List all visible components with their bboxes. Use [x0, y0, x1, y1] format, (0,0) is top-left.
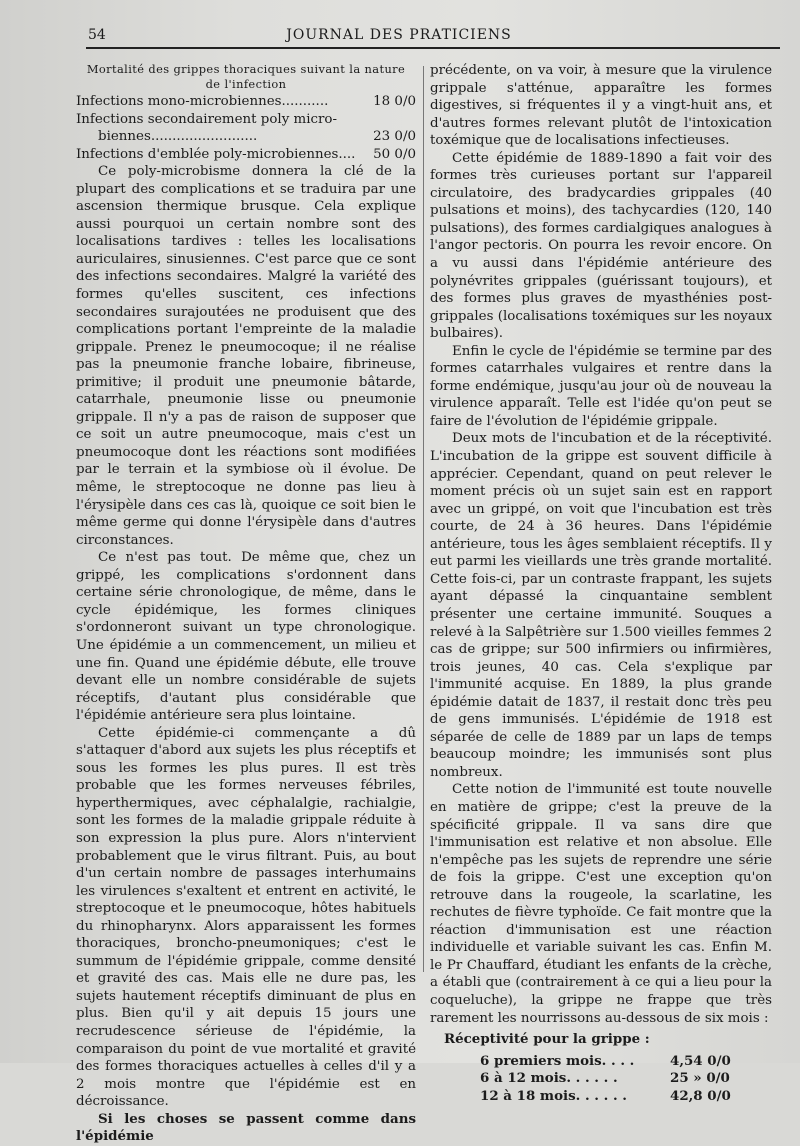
receptivity-age: 6 à 12 mois. . . . . .	[480, 1070, 618, 1087]
header-rule	[86, 47, 780, 49]
row-label: biennes.........................	[98, 129, 258, 145]
running-title: JOURNAL DES PRATICIENS	[286, 27, 512, 43]
row-label: Infections d'emblée poly-microbiennes....	[76, 146, 356, 162]
paragraph: précédente, on va voir, à mesure que la virulence grippale s'atténue, apparaître les formes digestives, si fréquentes il y a vingt-huit ans, et d'autres formes relevant plutôt de l'intoxication toxémique que de localisations infectieuses.	[430, 63, 772, 149]
mortality-table-title	[76, 62, 416, 92]
paragraph: Ce n'est pas tout. De même que, chez un grippé, les complications s'ordonnent dans certaine série chronologique, de même, dans le cycle épidémique, les formes cliniques s'ordonneront suivant un type chronologique. Une épidémie a un commencement, un milieu et une fin. Quand une épidémie débute, elle trouve devant elle un nombre considérable de sujets réceptifs, d'autant plus considérable que l'épidémie antérieure sera plus lointaine.	[76, 550, 416, 724]
row-label: Infections secondairement poly micro-	[76, 111, 338, 127]
row-label: Infections mono-microbiennes...........	[76, 94, 329, 109]
receptivity-title: Réceptivité pour la grippe :	[444, 1031, 650, 1048]
receptivity-row	[480, 1053, 772, 1071]
paragraph: Cette épidémie-ci commençante a dû s'attaquer d'abord aux sujets les plus réceptifs et sous les formes les plus pures. Il est très probable que les formes nerveuses fébriles, hyperthermiques, avec céphalalgie, rachialgie, sont les formes de la maladie grippale réduite à son expression la plus pure. Alors n'intervient probablement que le virus filtrant. Puis, au bout d'un certain nombre de passages interhumains les virulences s'exaltent et entrent en activité, le streptocoque et le pneumocoque, hôtes habituels du rhinopharynx. Alors apparaissent les formes thoraciques, broncho-pneumoniques; c'est le summum de l'épidémie grippale, comme densité et gravité des cas. Mais elle ne dure pas, les sujets hautement réceptifs diminuant de plus en plus. Bien qu'il y ait depuis 15 jours une recrudescence sérieuse de l'épidémie, la comparaison du point de vue mortalité et gravité des formes thoraciques actuelles à celles d'il y a 2 mois montre que l'épidémie est en décroissance.	[76, 725, 416, 1110]
paragraph: Si les choses se passent comme dans l'épidémie	[76, 1110, 416, 1145]
row-value: 50 0/0	[373, 146, 416, 162]
mortality-table-title-line2: de l'infection	[205, 77, 287, 91]
column-divider	[423, 66, 424, 972]
table-row	[76, 93, 416, 111]
right-column	[430, 62, 772, 1105]
receptivity-value: 25 » 0/0	[670, 1070, 730, 1087]
receptivity-row	[480, 1070, 772, 1088]
receptivity-value: 4,54 0/0	[670, 1052, 731, 1069]
receptivity-age: 12 à 18 mois. . . . . .	[480, 1087, 627, 1104]
table-row	[76, 128, 416, 146]
paragraph: Deux mots de l'incubation et de la réceptivité. L'incubation de la grippe est souvent difficile à apprécier. Cependant, quand on peut relever le moment précis où un sujet sain est en rapport avec un grippé, on voit que l'incubation est très courte, de 24 à 36 heures. Dans l'épidémie antérieure, tous les âges semblaient réceptifs. Il y eut parmi les vieillards une très grande mortalité. Cette fois-ci, par un contraste frappant, les sujets ayant dépassé la cinquantaine semblent présenter une certaine immunité. Souques a relevé à la Salpêtrière sur 1.500 vieilles femmes 2 cas de grippe; sur 500 infirmiers ou infirmières, trois jeunes, 40 cas. Cela s'explique par l'immunité acquise. En 1889, la plus grande épidémie datait de 1837, il restait donc très peu de gens immunisés. L'épidémie de 1918 est séparée de celle de 1889 par un laps de temps beaucoup moindre; les immunisés sont plus nombreux.	[430, 431, 772, 780]
table-row	[76, 111, 416, 129]
paragraph: Enfin le cycle de l'épidémie se termine par des formes catarrhales vulgaires et rentre dans la forme endémique, jusqu'au jour où de nouveau la virulence apparaît. Telle est l'idée qu'on peut se faire de l'évolution de l'épidémie grippale.	[430, 343, 772, 429]
row-value: 18 0/0	[373, 94, 416, 109]
paragraph: Cette notion de l'immunité est toute nouvelle en matière de grippe; c'est la preuve de la spécificité grippale. Il va sans dire que l'immunisation est relative et non absolue. Elle n'empêche pas les sujets de reprendre une série de fois la grippe. C'est une exception qu'on retrouve dans la rougeole, la scarlatine, les rechutes de fièvre typhoïde. Ce fait montre que la réaction d'immunisation est une réaction individuelle et variable suivant les cas. Enfin M. le Pr Chauffard, étudiant les enfants de la crèche, a établi que (contrairement à ce qui a lieu pour la coqueluche), la grippe ne frappe que très rarement les nourrissons au-dessous de six mois :	[430, 782, 772, 1026]
page-number: 54	[88, 27, 106, 43]
receptivity-value: 42,8 0/0	[670, 1087, 731, 1104]
receptivity-age: 6 premiers mois. . . .	[480, 1052, 635, 1069]
paragraph: Ce poly-microbisme donnera la clé de la plupart des complications et se traduira par une ascension thermique brusque. Cela explique aussi pourquoi un certain nombre sont des localisations tardives : telles les localisations auriculaires, sinusiennes. C'est parce que ce sont des infections secondaires. Malgré la variété des formes qu'elles suscitent, ces infections secondaires surajoutées ne produisent que des complications portant l'empreinte de la maladie grippale. Prenez le pneumocoque; il ne réalise pas la pneumonie franche lobaire, fibrineuse, primitive; il produit une pneumonie bâtarde, catarrhale, pneumonie lisse ou pneumonie grippale. Il n'y a pas de raison de supposer que ce soit un autre pneumocoque, mais c'est un pneumocoque dont les réactions sont modifiées par le terrain et la symbiose où il évolue. De même, le streptocoque ne donne pas lieu à l'érysipèle dans ces cas là, quoique ce soit bien le même germe qui donne l'érysipèle dans d'autres circonstances.	[76, 164, 416, 548]
table-row	[76, 146, 416, 164]
receptivity-row	[480, 1088, 772, 1106]
page-header	[88, 24, 780, 46]
row-value: 23 0/0	[373, 129, 416, 145]
mortality-table-title-line1: Mortalité des grippes thoraciques suivant la nature	[86, 62, 406, 76]
left-column	[76, 62, 416, 1146]
paragraph: Cette épidémie de 1889-1890 a fait voir des formes très curieuses portant sur l'appareil circulatoire, des bradycardies grippales (40 pulsations et moins), des tachycardies (120, 140 pulsations), des formes cardialgiques analogues à l'angor pectoris. On pourra les revoir encore. On a vu aussi dans l'épidémie antérieure des polynévrites grippales (guérissant toujours), et des formes plus graves de myasthénies post-grippales (localisations toxémiques sur les noyaux bulbaires).	[430, 150, 772, 342]
